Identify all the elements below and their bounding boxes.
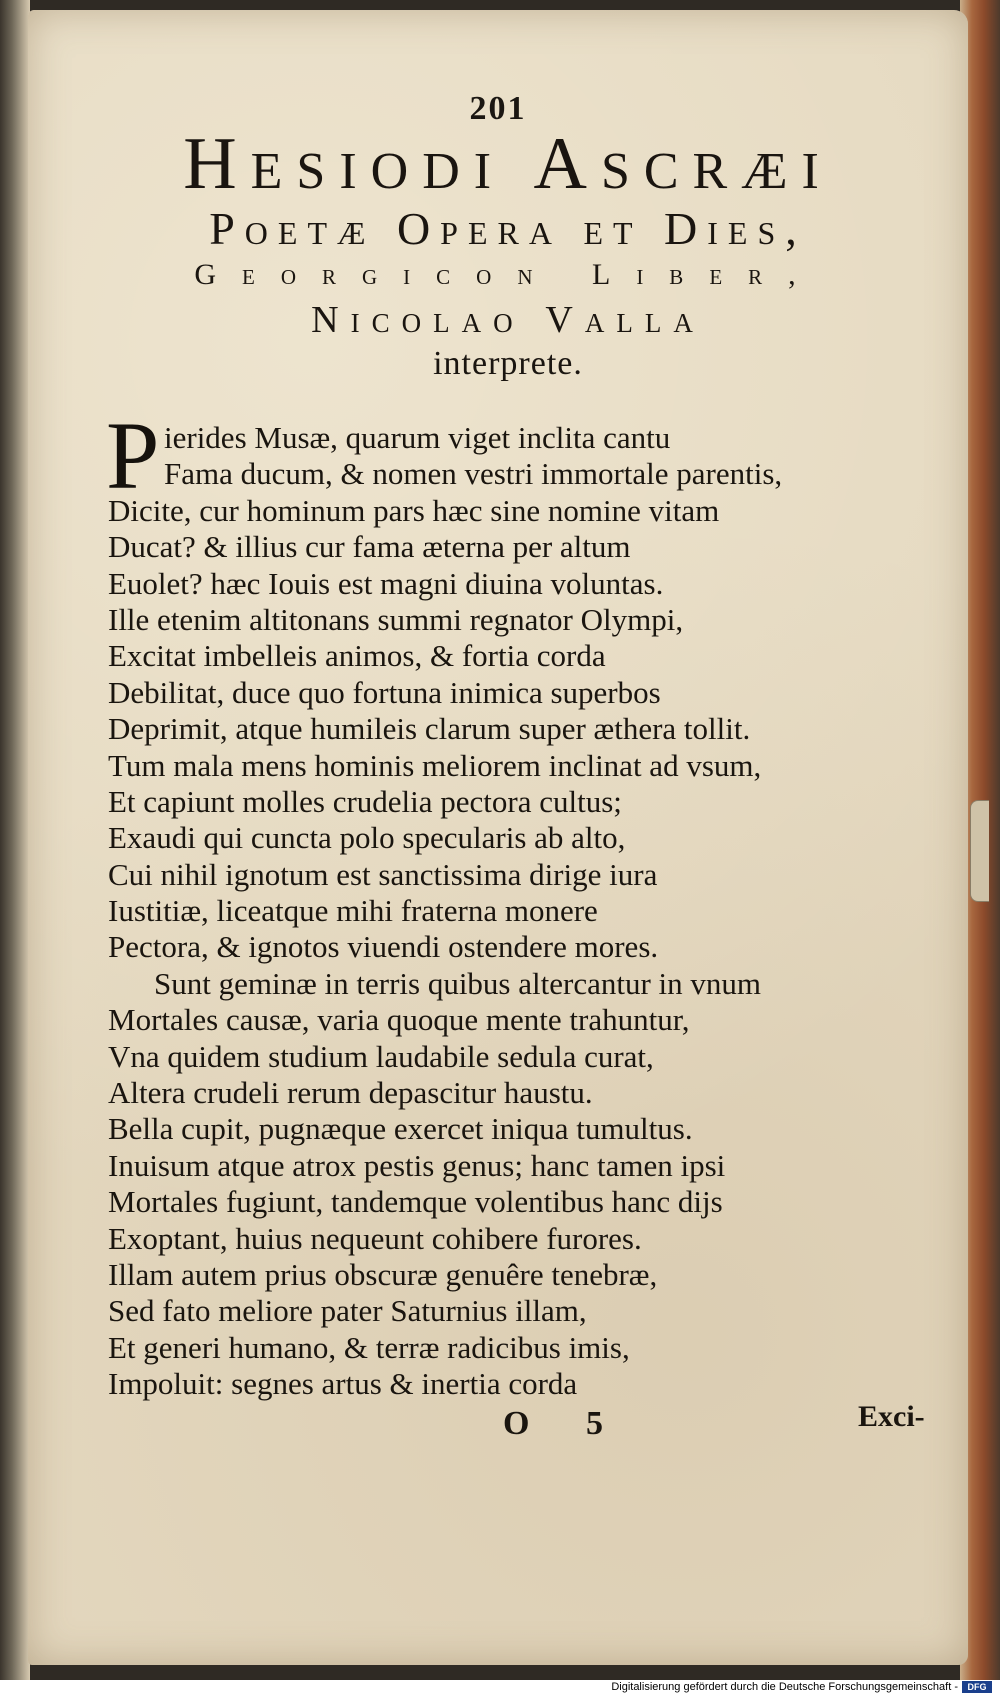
- verse-line: Cui nihil ignotum est sanctissima dirige iura: [108, 856, 658, 892]
- verse-line: Ille etenim altitonans summi regnator Olympi,: [108, 601, 684, 637]
- verse-line: Excitat imbelleis animos, & fortia corda: [108, 638, 606, 674]
- poem-text: [108, 420, 938, 1403]
- verse-line: Exoptant, huius nequeunt cohibere furores.: [108, 1220, 642, 1256]
- title-line-2: Poetæ Opera et Dies,: [209, 203, 807, 254]
- verse-line: Sunt geminæ in terris quibus altercantur in vnum: [154, 965, 761, 1001]
- verse-line: Bella cupit, pugnæque exercet iniqua tumultus.: [108, 1111, 693, 1147]
- title-line-4: Nicolao Valla: [311, 299, 705, 341]
- verse-line: Impoluit: segnes artus & inertia corda: [108, 1366, 578, 1402]
- verse-line: Iustitiæ, liceatque mihi fraterna monere: [108, 893, 598, 929]
- verse-line: Vna quidem studium laudabile sedula curat,: [108, 1038, 654, 1074]
- verse-line: Et generi humano, & terræ radicibus imis,: [108, 1329, 630, 1365]
- dfg-logo: DFG: [962, 1681, 992, 1693]
- book-page: [28, 10, 968, 1665]
- verse-line: Pectora, & ignotos viuendi ostendere mores.: [108, 929, 659, 965]
- title-line-1: Hesiodi Ascræi: [183, 123, 833, 205]
- title-line-5: interprete.: [433, 345, 583, 382]
- verse-line: Dicite, cur hominum pars hæc sine nomine vitam: [108, 492, 720, 528]
- verse-line: Fama ducum, & nomen vestri immortale parentis,: [164, 456, 783, 492]
- page-number: 201: [469, 90, 527, 127]
- verse-line: Mortales fugiunt, tandemque volentibus hanc dijs: [108, 1184, 723, 1220]
- verse-line: Exaudi qui cuncta polo specularis ab alto,: [108, 820, 626, 856]
- verse-line: Deprimit, atque humileis clarum super æthera tollit.: [108, 711, 751, 747]
- verse-line: ierides Musæ, quarum viget inclita cantu: [164, 420, 671, 455]
- footer-credit: Digitalisierung gefördert durch die Deutsche Forschungsgemeinschaft -: [611, 1681, 958, 1693]
- verse-line: Mortales causæ, varia quoque mente trahuntur,: [108, 1002, 690, 1038]
- verse-line: Sed fato meliore pater Saturnius illam,: [108, 1293, 587, 1329]
- verse-line: Ducat? & illius cur fama æterna per altum: [108, 529, 631, 565]
- verse-line: Et capiunt molles crudelia pectora cultus;: [108, 783, 622, 819]
- title-line-3: Georgicon Liber,: [194, 258, 822, 291]
- verse-line: Debilitat, duce quo fortuna inimica superbos: [108, 674, 661, 710]
- catchword: Exci-: [858, 1400, 925, 1433]
- drop-cap: P: [106, 402, 160, 509]
- verse-line: Illam autem prius obscuræ genuêre tenebræ,: [108, 1256, 658, 1292]
- verse-line: Altera crudeli rerum depascitur haustu.: [108, 1075, 593, 1111]
- verse-line: Tum mala mens hominis meliorem inclinat ad vsum,: [108, 747, 762, 783]
- page-tab-edge: [970, 800, 989, 902]
- book-binding-left-edge: [0, 0, 30, 1680]
- footer-bar: [0, 1680, 1000, 1695]
- signature-mark: O 5: [503, 1405, 627, 1442]
- verse-line: Inuisum atque atrox pestis genus; hanc tamen ipsi: [108, 1147, 726, 1183]
- verse-line: Euolet? hæc Iouis est magni diuina voluntas.: [108, 565, 664, 601]
